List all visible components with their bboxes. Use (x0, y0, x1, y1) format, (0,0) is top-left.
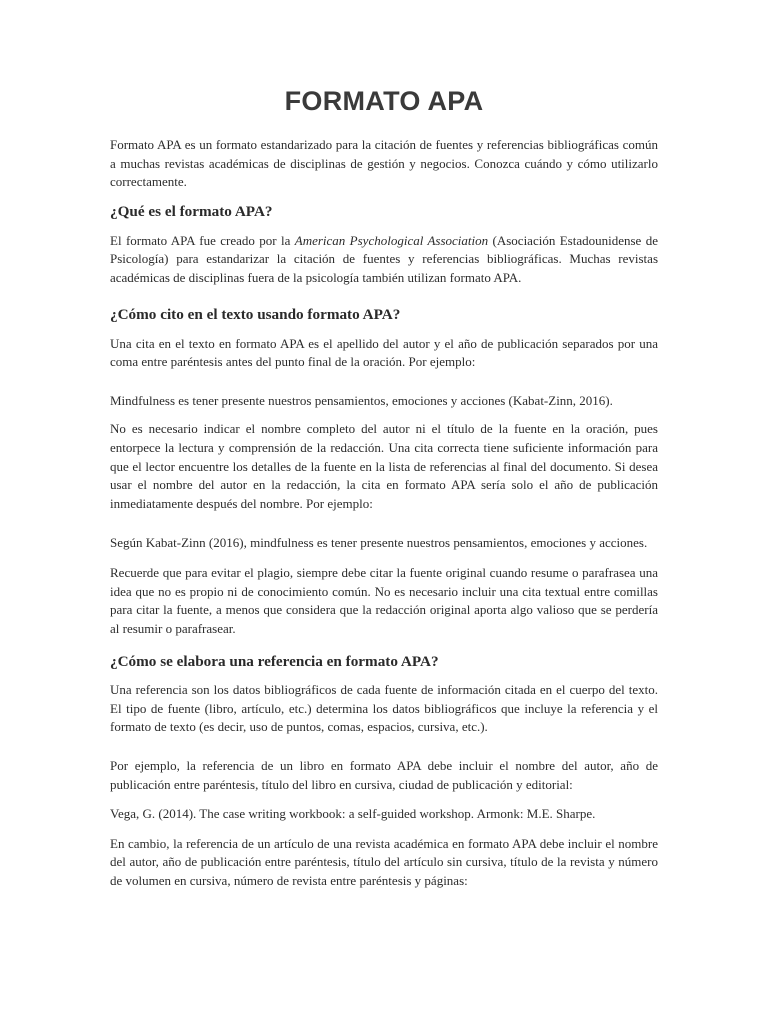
example-book-reference: Vega, G. (2014). The case writing workbook: a self-guided workshop. Armonk: M.E. Sharpe. (110, 806, 596, 822)
heading-how-to-reference: ¿Cómo se elabora una referencia en formato APA? (110, 653, 439, 671)
paragraph-cite-definition: Una cita en el texto en formato APA es el apellido del autor y el año de publicación separados por una coma entre paréntesis antes del punto final de la oración. Por ejemplo: (110, 335, 658, 370)
paragraph-reference-definition: Una referencia son los datos bibliográficos de cada fuente de información citada en el cuerpo del texto. El tipo de fuente (libro, artículo, etc.) determina los datos bibliográficos que incluye la referencia y el formato de texto (es decir, uso de puntos, comas, espacios, cursiva, etc.). (110, 682, 658, 735)
document-page (110, 82, 658, 891)
document-title: FORMATO APA (284, 86, 484, 116)
example-citation-1: Mindfulness es tener presente nuestros pensamientos, emociones y acciones (Kabat-Zinn, 2016). (110, 392, 613, 408)
text-after-italic: (Asociación Estadounidense de Psicología) para estandarizar la citación de fuentes y referencias bibliográficas. Muchas revistas académicas de disciplinas fuera de la psicología también utilizan formato APA. (110, 232, 658, 285)
paragraph-article-reference: En cambio, la referencia de un artículo de una revista académica en formato APA debe incluir el nombre del autor, año de publicación entre paréntesis, título del artículo sin cursiva, título de la revista y número de volumen en cursiva, número de revista entre paréntesis y páginas: (110, 835, 658, 889)
intro-paragraph: Formato APA es un formato estandarizado para la citación de fuentes y referencias bibliográficas común a muchas revistas académicas de disciplinas de gestión y negocios. Conozca cuándo y cómo utilizarlo correctamente. (110, 137, 658, 190)
heading-what-is-apa: ¿Qué es el formato APA? (110, 202, 273, 220)
heading-how-to-cite: ¿Cómo cito en el texto usando formato APA? (110, 305, 401, 323)
paragraph-cite-explanation: No es necesario indicar el nombre completo del autor ni el título de la fuente en la oración, pues entorpece la lectura y comprensión de la redacción. Una cita correcta tiene suficiente información para que el lector encuentre los detalles de la fuente en la lista de referencias al final del documento. Si desea usar el nombre del autor en la redacción, la cita en formato APA sería solo el año de publicación inmediatamente después del nombre. Por ejemplo: (110, 421, 658, 511)
italic-association-name: American Psychological Association (294, 232, 489, 248)
paragraph-what-is-apa (110, 232, 658, 288)
paragraph-plagiarism: Recuerde que para evitar el plagio, siempre debe citar la fuente original cuando resume o parafrasea una idea que no es propio ni de conocimiento común. No es necesario incluir una cita textual entre comillas para citar la fuente, a menos que considera que la redacción original aporta algo valioso que se perdería al resumir o parafrasear. (110, 564, 658, 636)
paragraph-book-reference: Por ejemplo, la referencia de un libro en formato APA debe incluir el nombre del autor, año de publicación entre paréntesis, título del libro en cursiva, ciudad de publicación y editorial: (110, 758, 658, 792)
text-before-italic: El formato APA fue creado por la (110, 232, 295, 248)
example-citation-2: Según Kabat-Zinn (2016), mindfulness es tener presente nuestros pensamientos, emociones y acciones. (110, 535, 648, 551)
